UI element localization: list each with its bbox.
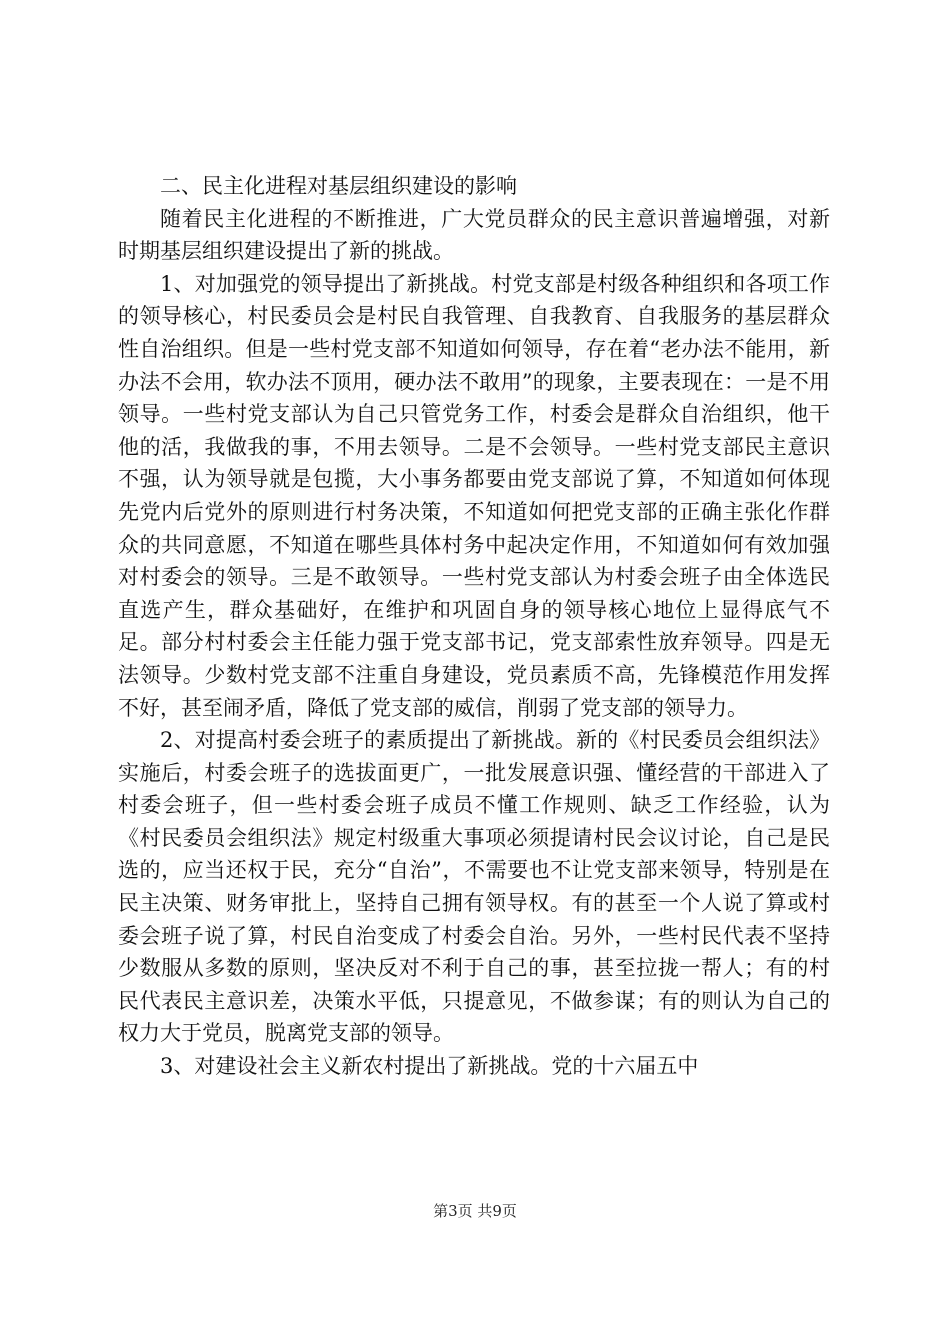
- page-number-footer: 第3页 共9页: [433, 1202, 517, 1220]
- section-heading: 二、民主化进程对基层组织建设的影响: [160, 174, 517, 198]
- paragraph-intro: 随着民主化进程的不断推进，广大党员群众的民主意识普遍增强，对新时期基层组织建设提出了新的挑战。: [118, 206, 830, 264]
- document-body: [118, 170, 830, 1083]
- paragraph-point-3: 3、对建设社会主义新农村提出了新挑战。党的十六届五中: [160, 1054, 699, 1079]
- paragraph-point-1: 1、对加强党的领导提出了新挑战。村党支部是村级各种组织和各项工作的领导核心，村民委员会是村民自我管理、自我教育、自我服务的基层群众性自治组织。但是一些村党支部不知道如何领导，存在着“老办法不能用，新办法不会用，软办法不顶用，硬办法不敢用”的现象，主要表现在：一是不用领导。一些村党支部认为自己只管党务工作，村委会是群众自治组织，他干他的活，我做我的事，不用去领导。二是不会领导。一些村党支部民主意识不强，认为领导就是包揽，大小事务都要由党支部说了算，不知道如何体现先党内后党外的原则进行村务决策，不知道如何把党支部的正确主张化作群众的共同意愿，不知道在哪些具体村务中起决定作用，不知道如何有效加强对村委会的领导。三是不敢领导。一些村党支部认为村委会班子由全体选民直选产生，群众基础好，在维护和巩固自身的领导核心地位上显得底气不足。部分村村委会主任能力强于党支部书记，党支部索性放弃领导。四是无法领导。少数村党支部不注重自身建设，党员素质不高，先锋模范作用发挥不好，甚至闹矛盾，降低了党支部的威信，削弱了党支部的领导力。: [118, 271, 830, 720]
- paragraph-point-2: 2、对提高村委会班子的素质提出了新挑战。新的《村民委员会组织法》实施后，村委会班子的选拔面更广，一批发展意识强、懂经营的干部进入了村委会班子，但一些村委会班子成员不懂工作规则、缺乏工作经验，认为《村民委员会组织法》规定村级重大事项必须提请村民会议讨论，自己是民选的，应当还权于民，充分“自治”，不需要也不让党支部来领导，特别是在民主决策、财务审批上，坚持自己拥有领导权。有的甚至一个人说了算或村委会班子说了算，村民自治变成了村委会自治。另外，一些村民代表不坚持少数服从多数的原则，坚决反对不利于自己的事，甚至拉拢一帮人；有的村民代表民主意识差，决策水平低，只提意见，不做参谋；有的则认为自己的权力大于党员，脱离党支部的领导。: [118, 728, 830, 1046]
